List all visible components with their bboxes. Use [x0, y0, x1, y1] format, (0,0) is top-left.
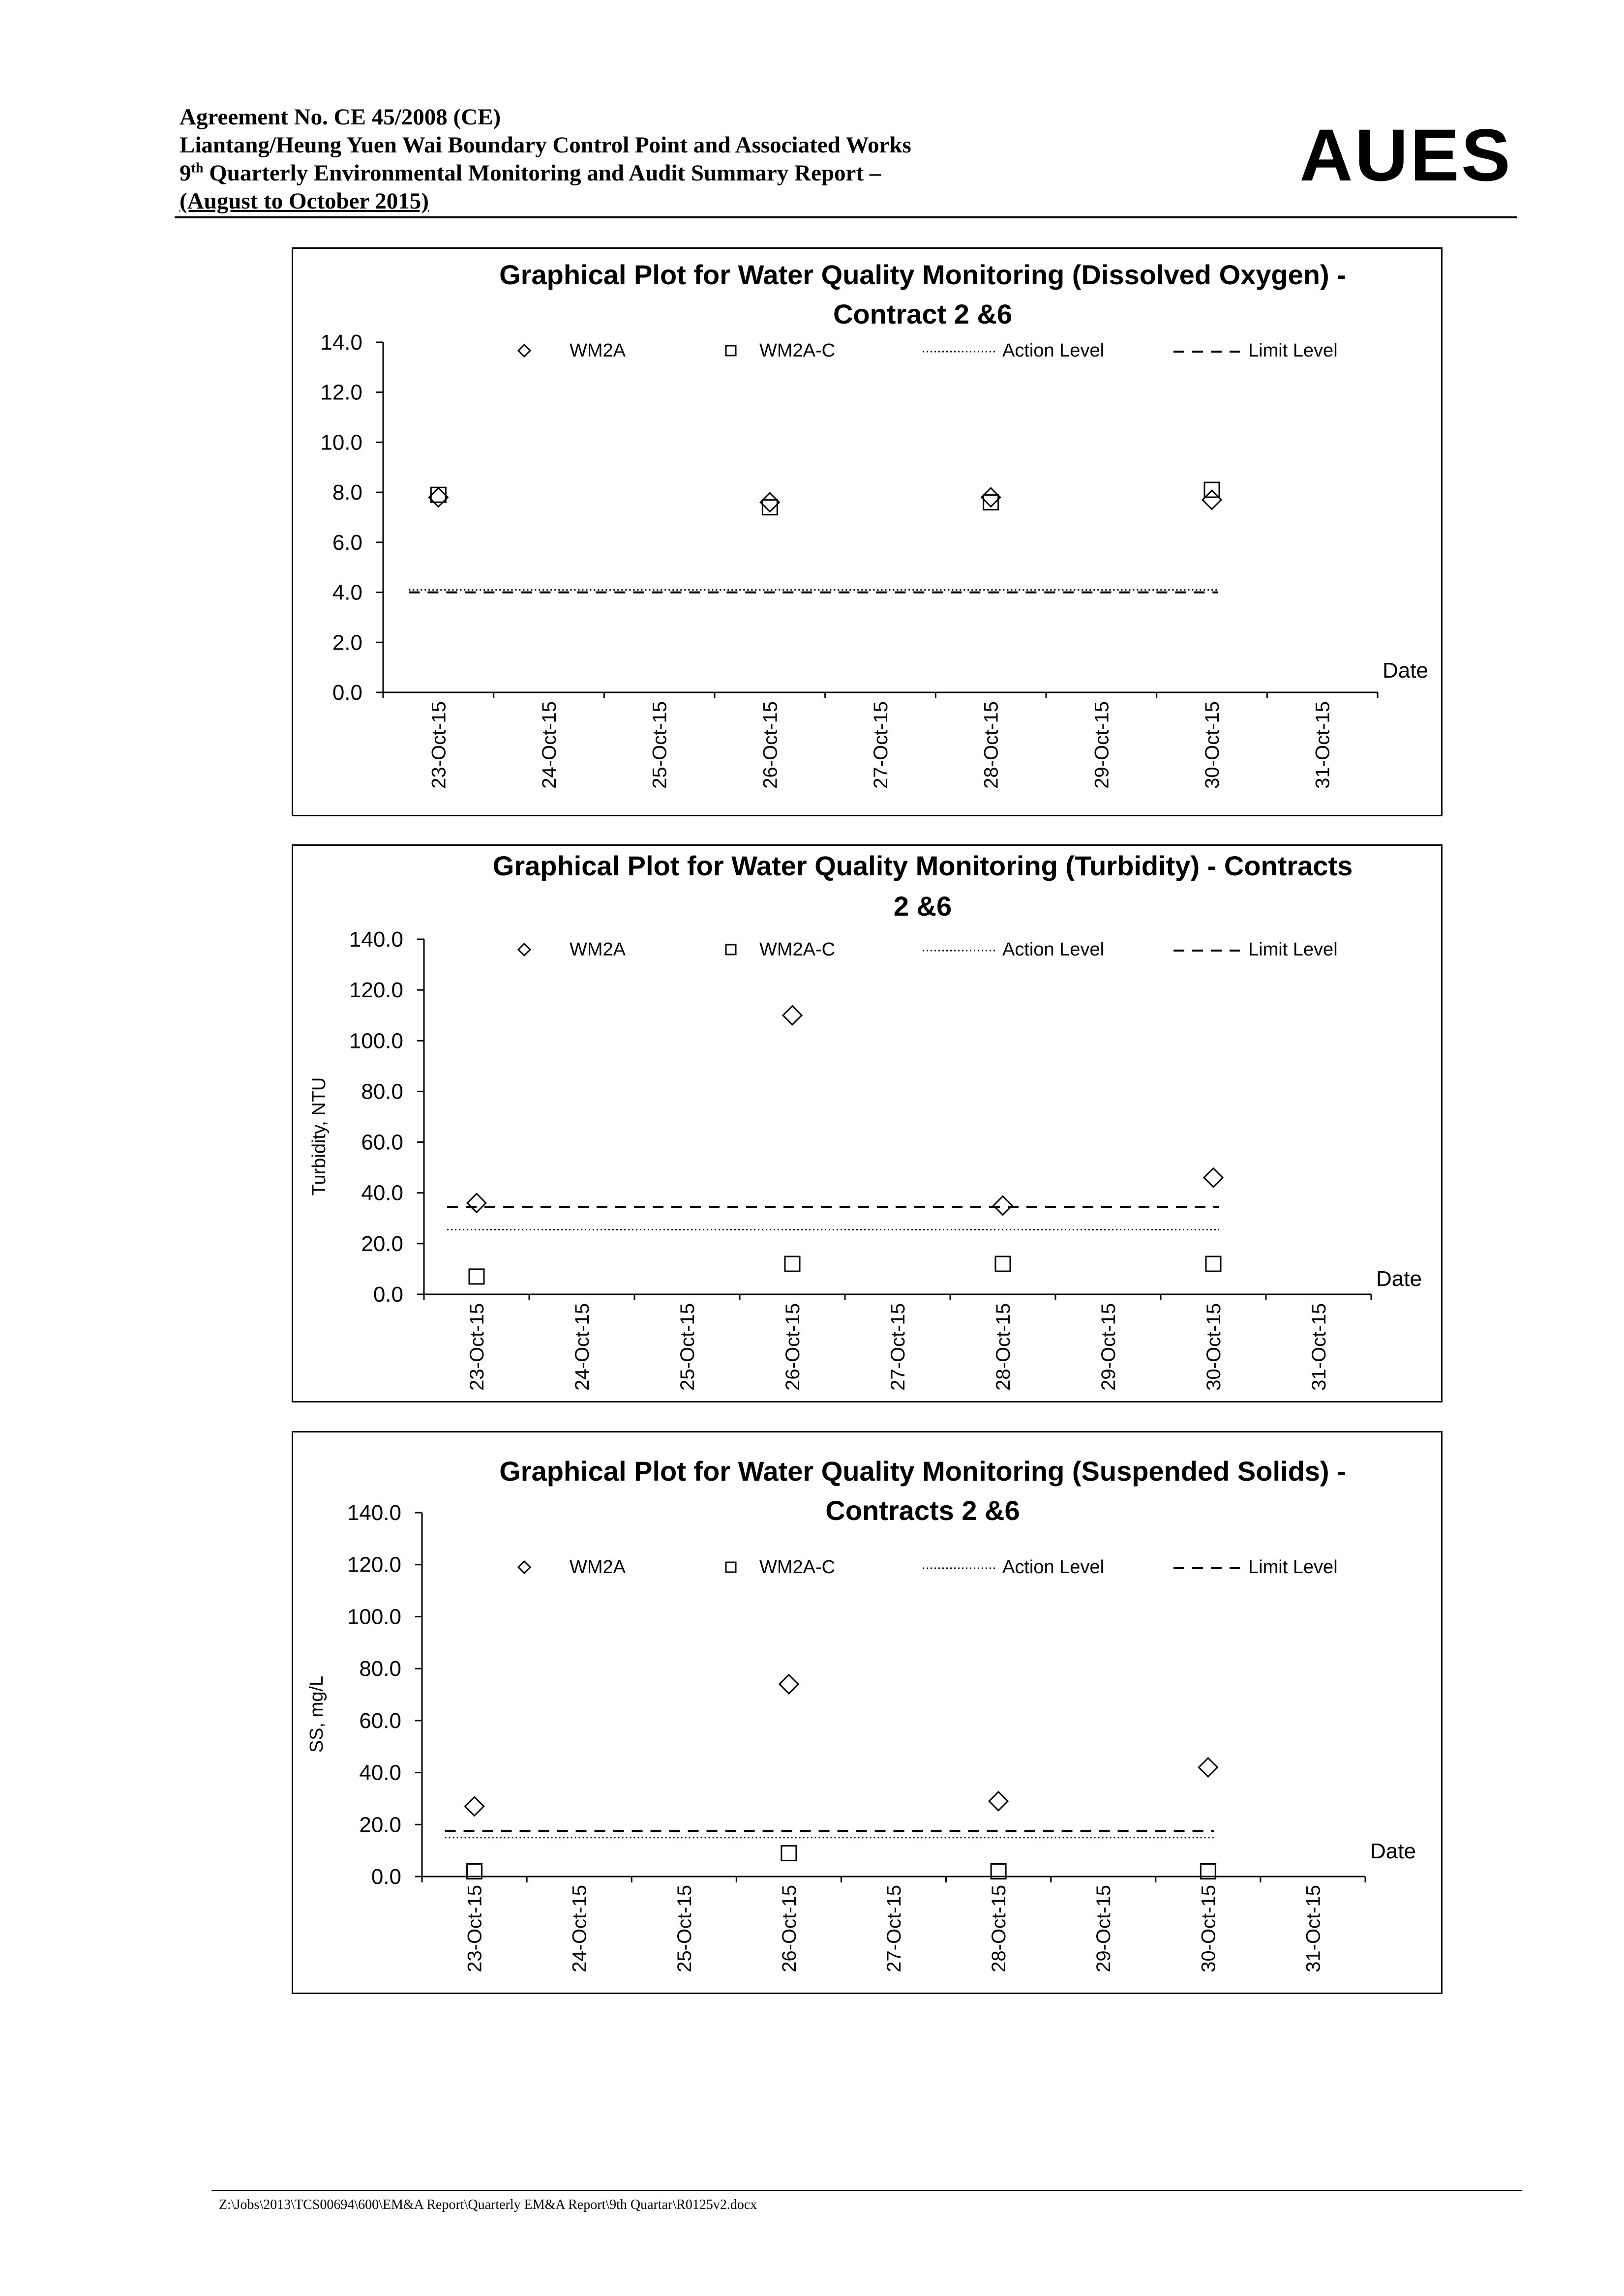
aues-logo: AUES [1299, 114, 1512, 196]
project-title: Liantang/Heung Yuen Wai Boundary Control Point and Associated Works [180, 132, 911, 158]
turbidity-chart [292, 844, 1443, 1402]
turbidity-legend-action-label: Action Level [1002, 939, 1105, 960]
report-ordinal-suffix: th [191, 160, 204, 176]
turbidity-wm2a-point-1 [783, 1006, 802, 1025]
turbidity-y-tick-label-6: 120.0 [349, 978, 403, 1003]
do-y-tick-label-6: 12.0 [320, 380, 362, 405]
ss-legend-limit-label: Limit Level [1248, 1557, 1338, 1578]
ss-y-axis-label: SS, mg/L [306, 1675, 327, 1753]
do-x-tick-label-5: 28-Oct-15 [980, 701, 1002, 789]
turbidity-y-tick-label-3: 60.0 [361, 1130, 403, 1155]
ss-wm2a-point-2 [989, 1792, 1008, 1811]
turbidity-x-tick-label-7: 30-Oct-15 [1203, 1303, 1225, 1391]
do-legend-action-label: Action Level [1002, 340, 1105, 361]
suspended-solids-chart-svg [293, 1432, 1441, 1993]
ss-x-tick-label-2: 25-Oct-15 [673, 1885, 695, 1972]
do-chart-title-line-1: Graphical Plot for Water Quality Monitoring (Dissolved Oxygen) - [499, 259, 1346, 290]
turbidity-y-tick-label-0: 0.0 [373, 1282, 403, 1307]
turbidity-y-tick-label-4: 80.0 [361, 1079, 403, 1104]
ss-x-tick-label-3: 26-Oct-15 [778, 1885, 800, 1972]
do-wm2a-point-0 [429, 488, 448, 507]
do-y-tick-label-2: 4.0 [332, 580, 362, 605]
report-header [180, 103, 1517, 219]
turbidity-y-axis-label: Turbidity, NTU [309, 1077, 330, 1196]
turbidity-x-tick-label-5: 28-Oct-15 [992, 1303, 1014, 1391]
turbidity-legend-wm2a-label: WM2A [570, 939, 626, 960]
do-wm2a-point-3 [1203, 490, 1221, 509]
report-period: (August to October 2015) [180, 188, 429, 214]
turbidity-y-tick-label-5: 100.0 [349, 1029, 403, 1053]
do-y-tick-label-1: 2.0 [332, 630, 362, 655]
turbidity-y-tick-label-2: 40.0 [361, 1181, 403, 1205]
do-y-tick-label-5: 10.0 [320, 430, 362, 455]
ss-legend-wm2ac-label: WM2A-C [759, 1557, 836, 1578]
turbidity-wm2ac-point-2 [995, 1256, 1010, 1271]
ss-x-tick-label-8: 31-Oct-15 [1302, 1885, 1324, 1972]
do-x-tick-label-2: 25-Oct-15 [649, 701, 671, 789]
turbidity-x-tick-label-3: 26-Oct-15 [782, 1303, 804, 1391]
turbidity-x-tick-label-6: 29-Oct-15 [1098, 1303, 1119, 1391]
do-legend-wm2a-label: WM2A [570, 340, 626, 361]
suspended-solids-chart [292, 1431, 1443, 1994]
ss-x-tick-label-1: 24-Oct-15 [569, 1885, 591, 1972]
turbidity-y-tick-label-7: 140.0 [349, 927, 403, 952]
ss-chart-title-line-1: Graphical Plot for Water Quality Monitoring (Suspended Solids) - [499, 1456, 1346, 1487]
ss-y-tick-label-2: 40.0 [359, 1760, 401, 1785]
turbidity-wm2ac-point-0 [469, 1269, 484, 1284]
do-y-tick-label-3: 6.0 [332, 530, 362, 555]
do-legend-wm2ac-marker [726, 346, 736, 356]
ss-y-tick-label-0: 0.0 [371, 1865, 401, 1889]
header-divider [175, 216, 1517, 218]
do-legend [518, 340, 1338, 361]
dissolved-oxygen-chart [292, 247, 1443, 816]
ss-x-tick-label-4: 27-Oct-15 [883, 1885, 905, 1972]
ss-legend-wm2a-label: WM2A [570, 1557, 626, 1578]
do-x-tick-label-6: 29-Oct-15 [1091, 701, 1113, 789]
ss-legend [518, 1557, 1338, 1578]
do-wm2a-point-1 [760, 493, 779, 511]
ss-legend-action-label: Action Level [1002, 1557, 1105, 1578]
ss-y-tick-label-5: 100.0 [347, 1605, 401, 1629]
turbidity-x-tick-label-4: 27-Oct-15 [887, 1303, 909, 1391]
do-y-tick-label-7: 14.0 [320, 330, 362, 355]
turbidity-chart-title-line-2: 2 &6 [893, 891, 952, 922]
turbidity-y-tick-label-1: 20.0 [361, 1231, 403, 1256]
turbidity-legend-wm2ac-label: WM2A-C [759, 939, 836, 960]
do-x-axis-label: Date [1383, 658, 1428, 683]
do-x-tick-label-4: 27-Oct-15 [870, 701, 892, 789]
do-legend-limit-label: Limit Level [1248, 340, 1338, 361]
do-legend-wm2a-marker [518, 345, 530, 357]
agreement-number: Agreement No. CE 45/2008 (CE) [180, 104, 501, 130]
ss-legend-wm2ac-marker [726, 1562, 736, 1572]
ss-y-tick-label-1: 20.0 [359, 1813, 401, 1837]
do-chart-title-line-2: Contract 2 &6 [833, 298, 1013, 329]
ss-x-tick-label-7: 30-Oct-15 [1198, 1885, 1220, 1972]
ss-wm2a-point-3 [1199, 1758, 1217, 1777]
do-x-tick-label-1: 24-Oct-15 [539, 701, 560, 789]
footer-file-path: Z:\Jobs\2013\TCS00694\600\EM&A Report\Quarterly EM&A Report\9th Quartar\R0125v2.docx [219, 2197, 757, 2212]
turbidity-x-tick-label-0: 23-Oct-15 [466, 1303, 488, 1391]
report-title-text: Quarterly Environmental Monitoring and Audit Summary Report – [203, 160, 881, 186]
turbidity-x-tick-label-8: 31-Oct-15 [1308, 1303, 1330, 1391]
turbidity-legend-wm2ac-marker [726, 945, 736, 954]
do-legend-wm2ac-label: WM2A-C [759, 340, 836, 361]
turbidity-wm2a-point-0 [467, 1193, 486, 1212]
do-y-tick-label-0: 0.0 [332, 681, 362, 705]
turbidity-x-tick-label-1: 24-Oct-15 [571, 1303, 593, 1391]
turbidity-chart-svg [293, 846, 1441, 1401]
turbidity-legend-wm2a-marker [518, 944, 530, 955]
turbidity-wm2ac-point-1 [785, 1256, 800, 1271]
do-y-tick-label-4: 8.0 [332, 480, 362, 505]
ss-x-tick-label-5: 28-Oct-15 [988, 1885, 1010, 1972]
turbidity-legend-limit-label: Limit Level [1248, 939, 1338, 960]
ss-y-tick-label-6: 120.0 [347, 1552, 401, 1577]
do-x-tick-label-0: 23-Oct-15 [428, 701, 450, 789]
footer-divider [211, 2190, 1522, 2191]
turbidity-x-tick-label-2: 25-Oct-15 [677, 1303, 698, 1391]
ss-wm2ac-point-1 [782, 1846, 796, 1860]
ss-x-tick-label-0: 23-Oct-15 [464, 1885, 486, 1972]
do-x-tick-label-7: 30-Oct-15 [1202, 701, 1223, 789]
report-ordinal: 9 [180, 160, 191, 186]
turbidity-wm2a-point-3 [1204, 1168, 1223, 1187]
dissolved-oxygen-chart-svg [293, 249, 1441, 815]
do-x-tick-label-8: 31-Oct-15 [1312, 701, 1334, 789]
do-x-tick-label-3: 26-Oct-15 [759, 701, 782, 789]
ss-y-tick-label-7: 140.0 [347, 1501, 401, 1525]
turbidity-legend [518, 939, 1338, 960]
turbidity-chart-title-line-1: Graphical Plot for Water Quality Monitoring (Turbidity) - Contracts [492, 850, 1353, 881]
ss-y-tick-label-3: 60.0 [359, 1708, 401, 1733]
ss-y-tick-label-4: 80.0 [359, 1657, 401, 1681]
turbidity-x-axis-label: Date [1376, 1267, 1422, 1291]
ss-wm2a-point-1 [780, 1675, 798, 1694]
turbidity-wm2a-point-2 [993, 1196, 1012, 1215]
do-wm2a-point-2 [982, 488, 1000, 507]
ss-legend-wm2a-marker [518, 1561, 530, 1573]
ss-x-tick-label-6: 29-Oct-15 [1093, 1885, 1115, 1972]
do-wm2ac-point-0 [431, 487, 446, 502]
ss-chart-title-line-2: Contracts 2 &6 [825, 1495, 1020, 1526]
ss-x-axis-label: Date [1370, 1839, 1416, 1863]
ss-wm2a-point-0 [465, 1797, 484, 1816]
turbidity-wm2ac-point-3 [1206, 1256, 1221, 1271]
